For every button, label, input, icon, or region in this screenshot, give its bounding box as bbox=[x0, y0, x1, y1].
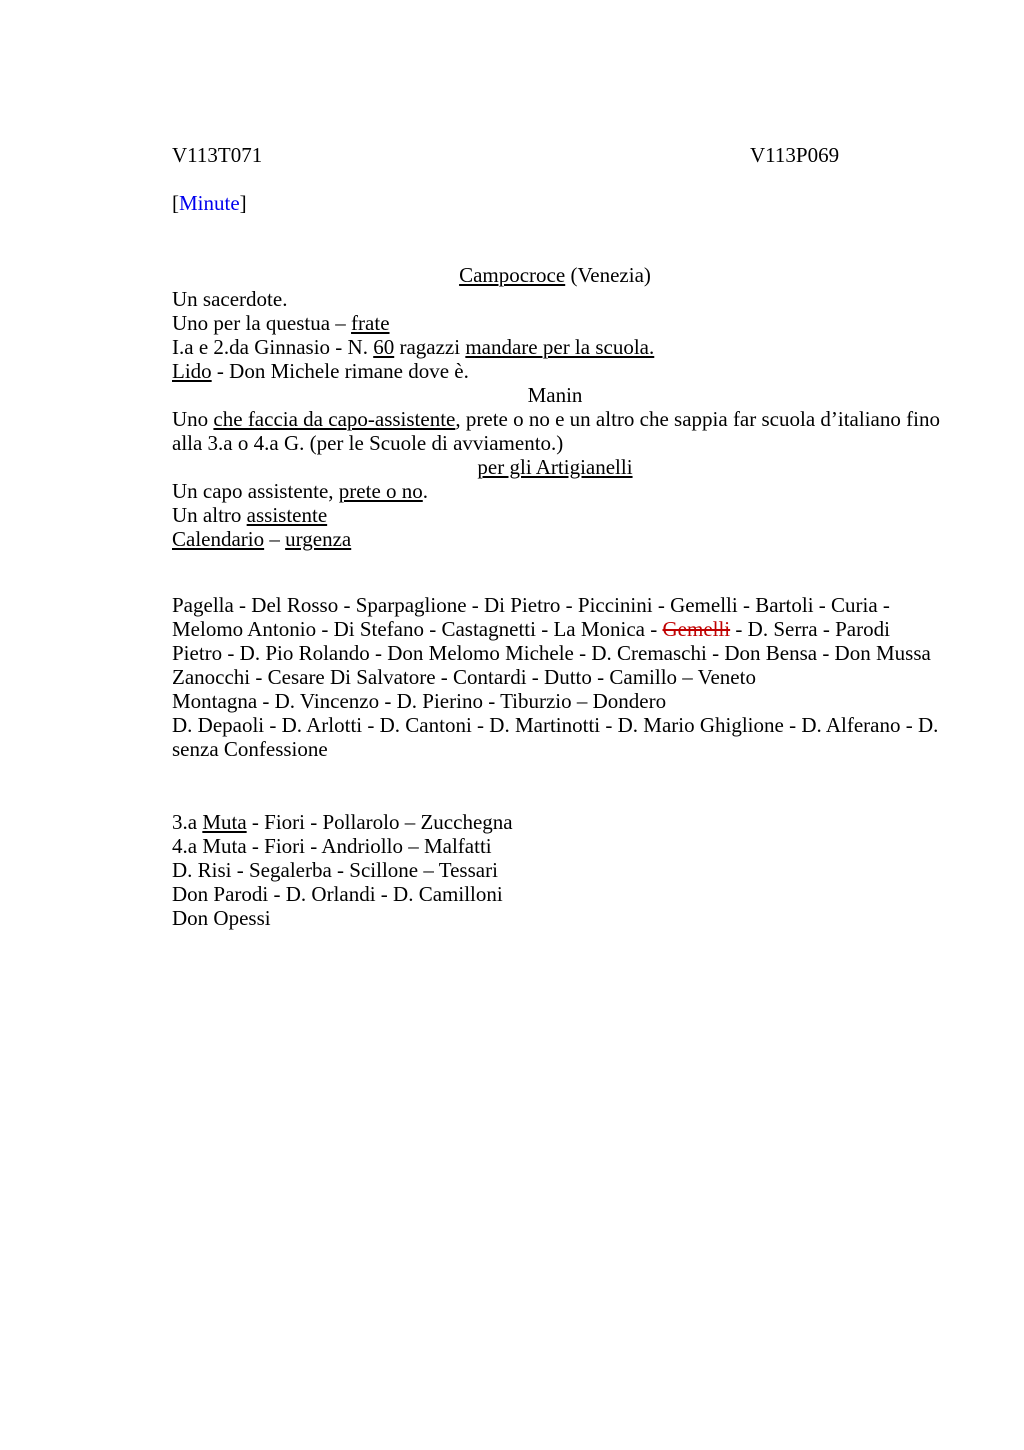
body-line bbox=[172, 479, 938, 503]
text-segment: [ bbox=[172, 191, 179, 215]
text-segment: Uno bbox=[172, 407, 214, 431]
doc-code-right: V113P069 bbox=[750, 143, 840, 167]
text-segment: – bbox=[264, 527, 286, 551]
names-line bbox=[172, 737, 938, 761]
body-line bbox=[172, 407, 938, 431]
subtitle-line bbox=[172, 455, 938, 479]
text-segment: Montagna - D. Vincenzo - D. Pierino - Tiburzio – Dondero bbox=[172, 689, 667, 713]
text-segment: I.a e 2.da Ginnasio - N. bbox=[172, 335, 374, 359]
text-segment: per gli Artigianelli bbox=[477, 455, 633, 479]
body-line bbox=[172, 311, 938, 335]
text-segment: (Venezia) bbox=[565, 263, 651, 287]
body-line bbox=[172, 287, 938, 311]
document-body bbox=[172, 143, 938, 930]
body-line bbox=[172, 527, 938, 551]
struck-name: Gemelli bbox=[662, 617, 731, 641]
header-line bbox=[172, 143, 938, 167]
names-line bbox=[172, 665, 938, 689]
text-segment: Un capo assistente, bbox=[172, 479, 339, 503]
text-segment: - Fiori - Pollarolo – Zucchegna bbox=[246, 810, 513, 834]
blank-gap bbox=[172, 215, 938, 263]
muta-line bbox=[172, 834, 938, 858]
body-line bbox=[172, 431, 938, 455]
names-line bbox=[172, 858, 938, 882]
names-line bbox=[172, 641, 938, 665]
minute-link[interactable]: Minute bbox=[179, 191, 240, 215]
names-line bbox=[172, 689, 938, 713]
doc-code-left: V113T071 bbox=[172, 143, 263, 167]
text-segment: urgenza bbox=[285, 527, 352, 551]
text-segment: ] bbox=[239, 191, 247, 215]
text-segment: Lido bbox=[172, 359, 212, 383]
text-segment: 60 bbox=[373, 335, 395, 359]
text-segment: . bbox=[422, 479, 429, 503]
names-line bbox=[172, 713, 938, 737]
text-segment: Campocroce bbox=[459, 263, 566, 287]
blank-gap bbox=[172, 551, 938, 593]
muta-line bbox=[172, 810, 938, 834]
names-line bbox=[172, 906, 938, 930]
blank-gap bbox=[172, 167, 938, 191]
text-segment: Un altro bbox=[172, 503, 247, 527]
text-segment: Muta bbox=[202, 810, 247, 834]
text-segment: ragazzi bbox=[394, 335, 466, 359]
text-segment: mandare per la scuola. bbox=[465, 335, 655, 359]
text-segment: 3.a bbox=[172, 810, 203, 834]
body-line bbox=[172, 503, 938, 527]
blank-gap bbox=[172, 761, 938, 810]
text-segment: D. Depaoli - D. Arlotti - D. Cantoni - D. Martinotti - D. Mario Ghiglione - D. Alferano - D. bbox=[172, 713, 939, 737]
text-segment: prete o no bbox=[338, 479, 423, 503]
text-segment: - Don Michele rimane dove è. bbox=[211, 359, 469, 383]
body-line bbox=[172, 359, 938, 383]
text-segment: Don Parodi - D. Orlandi - D. Camilloni bbox=[172, 882, 503, 906]
text-segment: 4.a Muta - Fiori - Andriollo – Malfatti bbox=[172, 834, 492, 858]
text-segment: Zanocchi - Cesare Di Salvatore - Contardi - Dutto - Camillo – Veneto bbox=[172, 665, 756, 689]
minute-line bbox=[172, 191, 938, 215]
text-segment: Un sacerdote. bbox=[172, 287, 288, 311]
names-line bbox=[172, 593, 938, 617]
text-segment: Pagella - Del Rosso - Sparpaglione - Di Pietro - Piccinini - Gemelli - Bartoli - Curia - bbox=[172, 593, 890, 617]
body-line bbox=[172, 335, 938, 359]
text-segment: Melomo Antonio - Di Stefano - Castagnetti - La Monica - bbox=[172, 617, 663, 641]
text-segment: Pietro - D. Pio Rolando - Don Melomo Michele - D. Cremaschi - Don Bensa - Don Mussa bbox=[172, 641, 931, 665]
text-segment: alla 3.a o 4.a G. (per le Scuole di avviamento.) bbox=[172, 431, 564, 455]
text-segment: Don Opessi bbox=[172, 906, 271, 930]
title-line bbox=[172, 263, 938, 287]
names-line bbox=[172, 882, 938, 906]
text-segment: che faccia da capo-assistente bbox=[213, 407, 456, 431]
text-segment: D. Risi - Segalerba - Scillone – Tessari bbox=[172, 858, 498, 882]
text-segment: - D. Serra - Parodi bbox=[730, 617, 890, 641]
subtitle-line bbox=[172, 383, 938, 407]
text-segment: Calendario bbox=[172, 527, 265, 551]
text-segment: Uno per la questua – bbox=[172, 311, 352, 335]
text-segment: senza Confessione bbox=[172, 737, 328, 761]
text-segment: , prete o no e un altro che sappia far scuola d’italiano fino bbox=[455, 407, 940, 431]
text-segment: assistente bbox=[246, 503, 328, 527]
names-line bbox=[172, 617, 938, 641]
text-segment: frate bbox=[351, 311, 390, 335]
text-segment: Manin bbox=[527, 383, 583, 407]
